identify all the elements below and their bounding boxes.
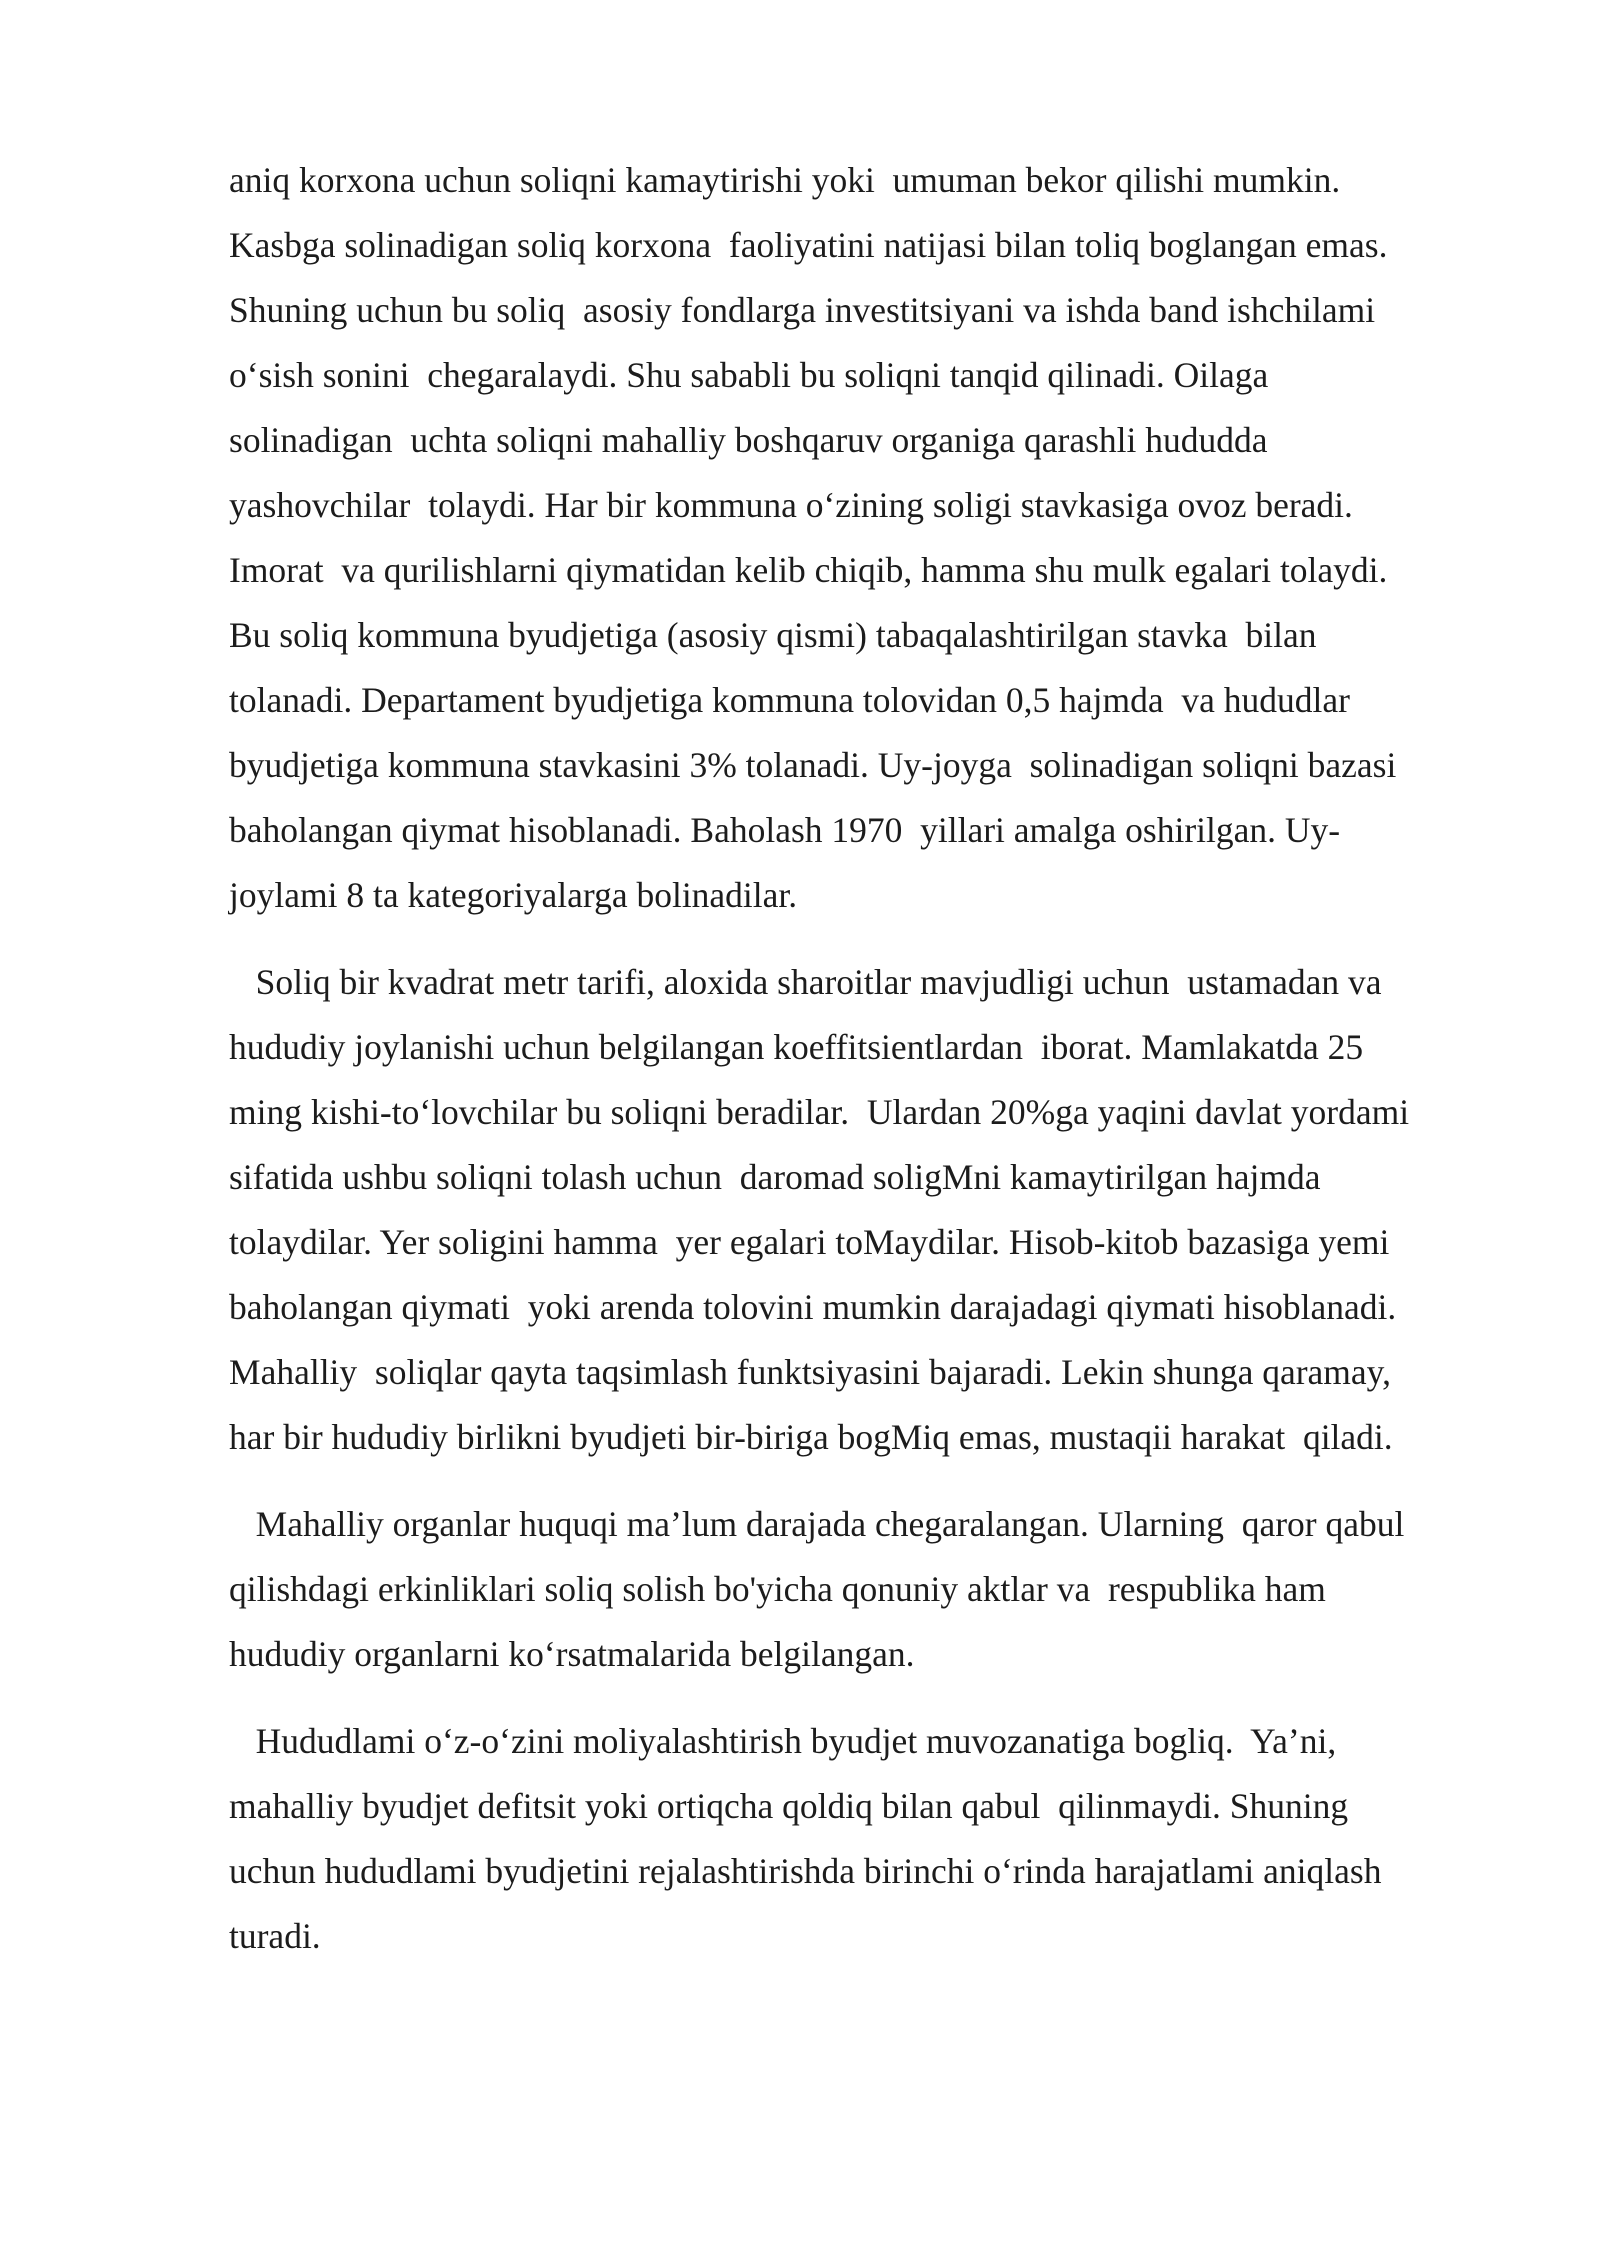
text-line: hududiy joylanishi uchun belgilangan koeffitsientlardan iborat. Mamlakatda 25 <box>229 1027 1364 1067</box>
text-line: Kasbga solinadigan soliq korxona faoliyatini natijasi bilan toliq boglangan emas. <box>229 225 1388 265</box>
paragraph-gap <box>229 1687 1529 1709</box>
text-line: tolanadi. Departament byudjetiga kommuna tolovidan 0,5 hajmda va hududlar <box>229 680 1350 720</box>
text-line: o‘sish sonini chegaralaydi. Shu sababli bu soliqni tanqid qilinadi. Oilaga <box>229 355 1269 395</box>
text-line: Imorat va qurilishlarni qiymatidan kelib chiqib, hamma shu mulk egalari tolaydi. <box>229 550 1388 590</box>
text-line: qilishdagi erkinliklari soliq solish bo'yicha qonuniy aktlar va respublika ham <box>229 1569 1326 1609</box>
paragraph-gap <box>229 928 1529 950</box>
text-line: baholangan qiymat hisoblanadi. Baholash 1970 yillari amalga oshirilgan. Uy- <box>229 810 1341 850</box>
text-line: Hududlami o‘z-o‘zini moliyalashtirish byudjet muvozanatiga bogliq. Ya’ni, <box>229 1721 1337 1761</box>
text-line: Mahalliy soliqlar qayta taqsimlash funktsiyasini bajaradi. Lekin shunga qaramay, <box>229 1352 1392 1392</box>
paragraph-1 <box>229 148 1529 928</box>
paragraph-2 <box>229 950 1529 1470</box>
text-line: baholangan qiymati yoki arenda tolovini mumkin darajadagi qiymati hisoblanadi. <box>229 1287 1397 1327</box>
paragraph-4 <box>229 1709 1529 1969</box>
text-line: aniq korxona uchun soliqni kamaytirishi yoki umuman bekor qilishi mumkin. <box>229 160 1341 200</box>
body-text <box>229 148 1529 1969</box>
paragraph-gap <box>229 1470 1529 1492</box>
text-line: sifatida ushbu soliqni tolash uchun daromad soligMni kamaytirilgan hajmda <box>229 1157 1321 1197</box>
text-line: byudjetiga kommuna stavkasini 3% tolanadi. Uy-joyga solinadigan soliqni bazasi <box>229 745 1397 785</box>
text-line: Bu soliq kommuna byudjetiga (asosiy qismi) tabaqalashtirilgan stavka bilan <box>229 615 1317 655</box>
text-line: tolaydilar. Yer soligini hamma yer egalari toMaydilar. Hisob-kitob bazasiga yemi <box>229 1222 1390 1262</box>
text-line: Mahalliy organlar huquqi ma’lum darajada chegaralangan. Ularning qaror qabul <box>229 1504 1405 1544</box>
text-line: solinadigan uchta soliqni mahalliy boshqaruv organiga qarashli hududda <box>229 420 1268 460</box>
text-line: har bir hududiy birlikni byudjeti bir-biriga bogMiq emas, mustaqii harakat qiladi. <box>229 1417 1393 1457</box>
text-line: ming kishi-to‘lovchilar bu soliqni beradilar. Ulardan 20%ga yaqini davlat yordami <box>229 1092 1410 1132</box>
text-line: uchun hududlami byudjetini rejalashtirishda birinchi o‘rinda harajatlami aniqlash <box>229 1851 1382 1891</box>
text-line: joylami 8 ta kategoriyalarga bolinadilar. <box>229 875 798 915</box>
text-line: hududiy organlarni ko‘rsatmalarida belgilangan. <box>229 1634 915 1674</box>
text-line: Shuning uchun bu soliq asosiy fondlarga investitsiyani va ishda band ishchilami <box>229 290 1376 330</box>
text-line: Soliq bir kvadrat metr tarifi, aloxida sharoitlar mavjudligi uchun ustamadan va <box>229 962 1382 1002</box>
text-line: yashovchilar tolaydi. Har bir kommuna o‘zining soligi stavkasiga ovoz beradi. <box>229 485 1353 525</box>
text-line: mahalliy byudjet defitsit yoki ortiqcha qoldiq bilan qabul qilinmaydi. Shuning <box>229 1786 1349 1826</box>
text-line: turadi. <box>229 1916 321 1956</box>
paragraph-3 <box>229 1492 1529 1687</box>
